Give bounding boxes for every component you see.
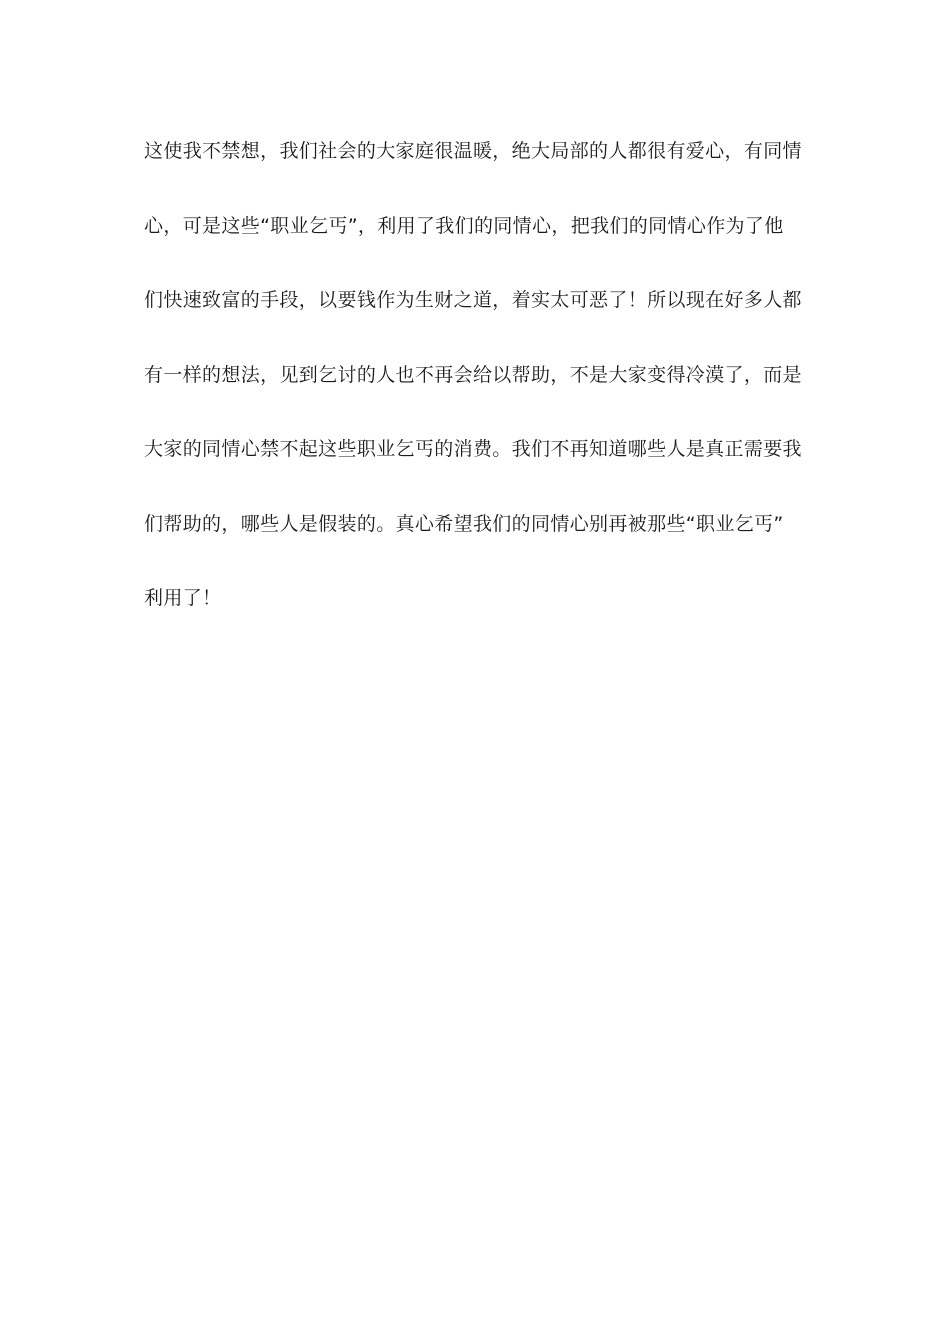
text-line-3: 们快速致富的手段，以要钱作为生财之道，着实太可恶了！所以现在好多人都 [144,289,802,311]
text-line-6: 们帮助的，哪些人是假装的。真心希望我们的同情心别再被那些“职业乞丐” [144,512,784,535]
body-paragraph [144,134,804,656]
text-line-7: 利用了！ [144,587,222,609]
text-line-4: 有一样的想法，见到乞讨的人也不再会给以帮助，不是大家变得冷漠了，而是 [144,363,802,386]
text-line-2: 心，可是这些“职业乞丐”，利用了我们的同情心，把我们的同情心作为了他 [144,214,784,237]
text-line-1: 这使我不禁想，我们社会的大家庭很温暖，绝大局部的人都很有爱心，有同情 [144,140,802,162]
text-line-5: 大家的同情心禁不起这些职业乞丐的消费。我们不再知道哪些人是真正需要我 [144,438,802,460]
